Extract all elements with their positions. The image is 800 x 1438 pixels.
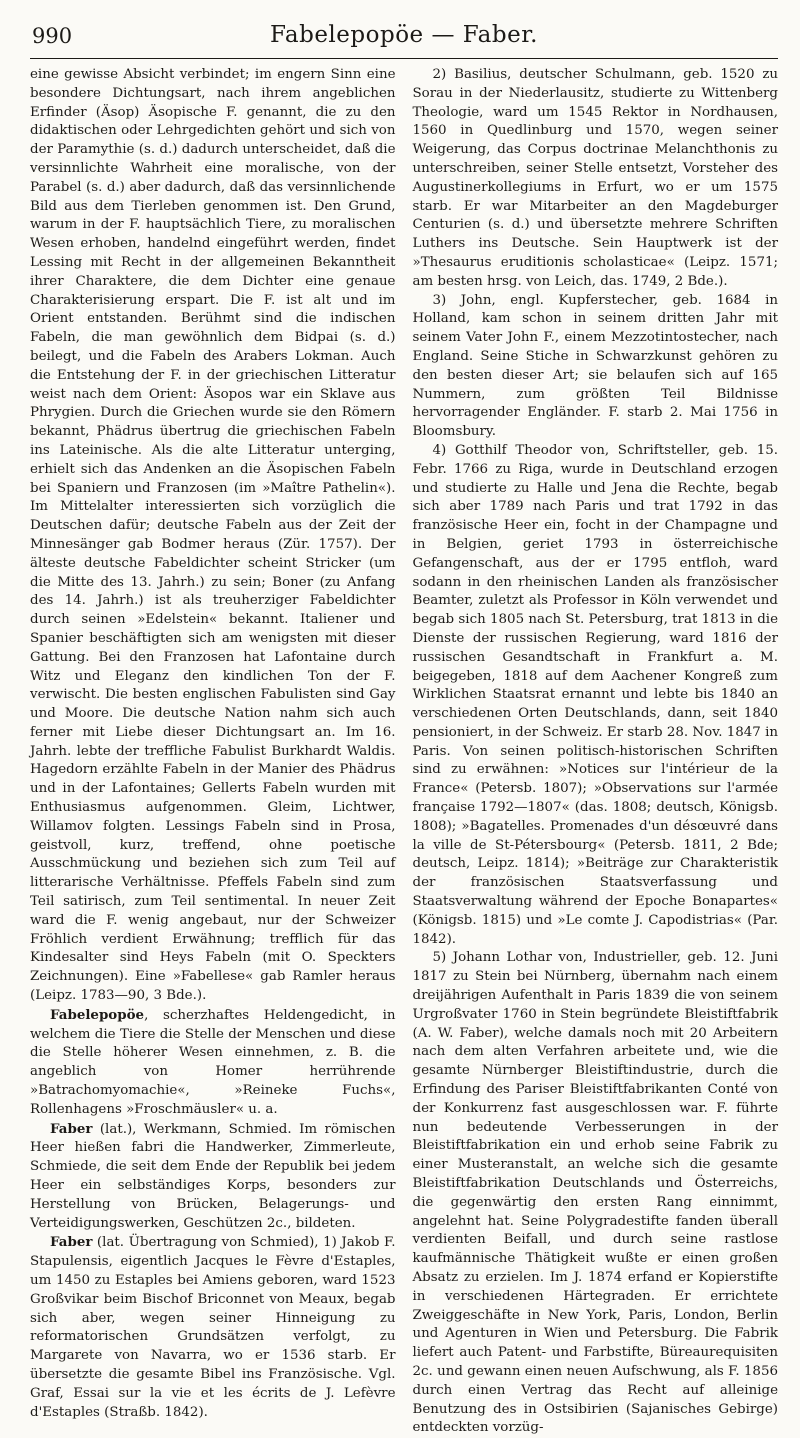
subentry-john: 3) John, engl. Kupferstecher, geb. 1684 in Holland, kam schon in seinem dritten Jahr mit seinem Vater John F., einem Mezzotintostecher, nach England. Seine Stiche in Schwarzkunst gehören zu den besten dieser Art; sie belaufen sich auf 165 Nummern, zum größten Teil Bildnisse hervorragender Engländer. F. starb 2. Mai 1756 in Bloomsbury.: [412, 292, 778, 440]
lemma-headword: Faber: [50, 1120, 93, 1137]
fabel-continuation: eine gewisse Absicht verbindet; im engern Sinn eine besondere Dichtungsart, nach ihrem angeblichen Erfinder (Äsop) Äsopische F. genannt, die zu den didaktischen oder Lehrgedichten gehört und sich von der Paramythie (s. d.) dadurch unterscheidet, daß die versinnlichte Wahrheit eine moralische, von der Parabel (s. d.) aber dadurch, daß das versinnlichende Bild aus dem Tierleben genommen ist. Den Grund, warum in der F. hauptsächlich Tiere, zu moralischen Wesen erhoben, handelnd eingeführt werden, findet Lessing mit Recht in der allgemeinen Bekanntheit ihrer Charaktere, die dem Dichter eine genaue Charakterisierung erspart. Die F. ist alt und im Orient entstanden. Berühmt sind die indischen Fabeln, die man gewöhnlich dem Bidpai (s. d.) beilegt, und die Fabeln des Arabers Lokman. Auch die Entstehung der F. in der griechischen Litteratur weist nach dem Orient: Äsopos war ein Sklave aus Phrygien. Durch die Griechen wurde sie den Römern bekannt, Phädrus übertrug die griechischen Fabeln ins Lateinische. Als die alte Litteratur unterging, erhielt sich das Andenken an die Äsopischen Fabeln bei Spaniern und Franzosen (im »Maître Pathelin«). Im Mittelalter interessierten sich vorzüglich die Deutschen dafür; deutsche Fabeln aus der Zeit der Minnesänger gab Bodmer heraus (Zür. 1757). Der älteste deutsche Fabeldichter scheint Stricker (um die Mitte des 13. Jahrh.) zu sein; Boner (zu Anfang des 14. Jahrh.) ist als treuherziger Fabeldichter durch seinen »Edelstein« bekannt. Italiener und Spanier beschäftigten sich am wenigsten mit dieser Gattung. Bei den Franzosen hat Lafontaine durch Witz und Eleganz den kindlichen Ton der F. verwischt. Die besten englischen Fabulisten sind Gay und Moore. Die deutsche Nation nahm sich auch ferner mit Liebe dieser Dichtungsart an. Im 16. Jahrh. lebte der treffliche Fabulist Burkhardt Waldis. Hagedorn erzählte Fabeln in der Manier des Phädrus und in der Lafontaines; Gellerts Fabeln wurden mit Enthusiasmus aufgenommen. Gleim, Lichtwer, Willamov folgten. Lessings Fabeln sind in Prosa, geistvoll, kurz, treffend, ohne poetische Ausschmückung und beziehen sich zum Teil auf litterarische Verhältnisse. Pfeffels Fabeln sind zum Teil satirisch, zum Teil sentimental. In neuer Zeit ward die F. wenig angebaut, nur der Schweizer Fröhlich verdient Erwähnung; trefflich für das Kindesalter sind Heys Fabeln (mit O. Speckters Zeichnungen). Eine »Fabellese« gab Ramler heraus (Leipz. 1783—90, 3 Bde.).: [30, 67, 396, 1004]
left-column: [30, 66, 396, 1420]
entry-fabelepopoee: Fabelepopöe, scherzhaftes Heldengedicht, in welchem die Tiere die Stelle der Menschen und diese die Stelle höherer Wesen einnehmen, z. B. die angeblich von Homer herrührende »Batrachomyomachie«, »Reineke Fuchs«, Rollenhagens »Froschmäusler« u. a.: [30, 1006, 396, 1117]
lemma-headword: Faber: [50, 1234, 93, 1251]
entry-faber-lat: Faber (lat.), Werkmann, Schmied. Im römischen Heer hießen fabri die Handwerker, Zimmerleute, Schmiede, die seit dem Ende der Republik bei jedem Heer ein selbständiges Korps, besonders zur Herstellung von Brücken, Belagerungs- und Verteidigungswerken, Geschützen 2c., bildeten.: [30, 1120, 396, 1231]
subentry-basilius: 2) Basilius, deutscher Schulmann, geb. 1520 zu Sorau in der Niederlausitz, studierte zu Wittenberg Theologie, ward um 1545 Rektor in Nordhausen, 1560 in Quedlinburg und 1570, wegen seiner Weigerung, das Corpus doctrinae Melanchthonis zu unterschreiben, seiner Stelle entsetzt, Vorsteher des Augustinerkollegiums in Erfurt, wo er um 1575 starb. Er war Mitarbeiter an den Magdeburger Centurien (s. d.) und übersetzte mehrere Schriften Luthers ins Deutsche. Sein Hauptwerk ist der »Thesaurus eruditionis scholasticae« (Leipz. 1571; am besten hrsg. von Leich, das. 1749, 2 Bde.).: [412, 67, 778, 289]
subentry-gotthilf-theodor: 4) Gotthilf Theodor von, Schriftsteller, geb. 15. Febr. 1766 zu Riga, wurde in Deutschland erzogen und studierte zu Halle und Jena die Rechte, begab sich aber 1789 nach Paris und trat 1792 in das französische Heer ein, focht in der Champagne und in Belgien, geriet 1793 in österreichische Gefangenschaft, aus der er 1795 entfloh, ward sodann in den rheinischen Landen als französischer Beamter, zuletzt als Professor in Köln verwendet und begab sich 1805 nach St. Petersburg, trat 1813 in die Dienste der russischen Regierung, ward 1816 der russischen Gesandtschaft in Frankfurt a. M. beigegeben, 1818 auf dem Aachener Kongreß zum Wirklichen Staatsrat ernannt und lebte bis 1840 an verschiedenen Orten Deutschlands, dann, seit 1840 pensioniert, in der Schweiz. Er starb 28. Nov. 1847 in Paris. Von seinen politisch-historischen Schriften sind zu erwähnen: »Notices sur l'intérieur de la France« (Petersb. 1807); »Observations sur l'armée française 1792—1807« (das. 1808; deutsch, Königsb. 1808); »Bagatelles. Promenades d'un désœuvré dans la ville de St-Pétersbourg« (Petersb. 1811, 2 Bde; deutsch, Leipz. 1814); »Beiträge zur Charakteristik der französischen Staatsverfassung und Staatsverwaltung während der Epoche Bonapartes« (Königsb. 1815) und »Le comte J. Capodistrias« (Par. 1842).: [412, 442, 778, 947]
page-header: [30, 18, 778, 59]
text-columns: [30, 66, 778, 1436]
right-column: [412, 66, 779, 1436]
entry-faber-schmied: Faber (lat. Übertragung von Schmied), 1) Jakob F. Stapulensis, eigentlich Jacques le Fèvre d'Estaples, um 1450 zu Estaples bei Amiens geboren, ward 1523 Großvikar beim Bischof Briconnet von Meaux, begab sich aber, wegen seiner Hinneigung zu reformatorischen Grundsätzen verfolgt, zu Margarete von Navarra, wo er 1536 starb. Er übersetzte die gesamte Bibel ins Französische. Vgl. Graf, Essai sur la vie et les écrits de J. Lefèvre d'Estaples (Straßb. 1842).: [30, 1234, 396, 1420]
running-head: Fabelepopöe — Faber.: [269, 22, 538, 48]
subentry-johann-lothar: 5) Johann Lothar von, Industrieller, geb. 12. Juni 1817 zu Stein bei Nürnberg, übernahm nach einem dreijährigen Aufenthalt in Paris 1839 die von seinem Urgroßvater 1760 in Stein begründete Bleistiftfabrik (A. W. Faber), welche damals noch mit 20 Arbeitern nach dem alten Verfahren arbeitete und, wie die gesamte Nürnberger Bleistiftindustrie, durch die Erfindung des Pariser Bleistiftfabrikanten Conté von der Konkurrenz fast ausgeschlossen war. F. führte nun bedeutende Verbesserungen in der Bleistiftfabrikation ein und erhob seine Fabrik zu einer Musteranstalt, an welche sich die gesamte Bleistiftfabrikation Deutschlands und Österreichs, die gegenwärtig den ersten Rang einnimmt, angelehnt hat. Seine Polygradestifte fanden überall verdienten Beifall, und durch seine rastlose kaufmännische Thätigkeit wußte er einen großen Absatz zu erzielen. Im J. 1874 erfand er Kopierstifte in verschiedenen Härtegraden. Er errichtete Zweiggeschäfte in New York, Paris, London, Berlin und Agenturen in Wien und Petersburg. Die Fabrik liefert auch Patent- und Farbstifte, Büreaurequisiten 2c. und gewann einen neuen Aufschwung, als F. 1856 durch einen Vertrag das Recht auf alleinige Benutzung des in Ostsibirien (Sajanisches Gebirge) entdeckten vorzüg-: [412, 950, 778, 1436]
lemma-headword: Fabelepopöe: [50, 1006, 145, 1023]
page-number: 990: [32, 24, 73, 48]
